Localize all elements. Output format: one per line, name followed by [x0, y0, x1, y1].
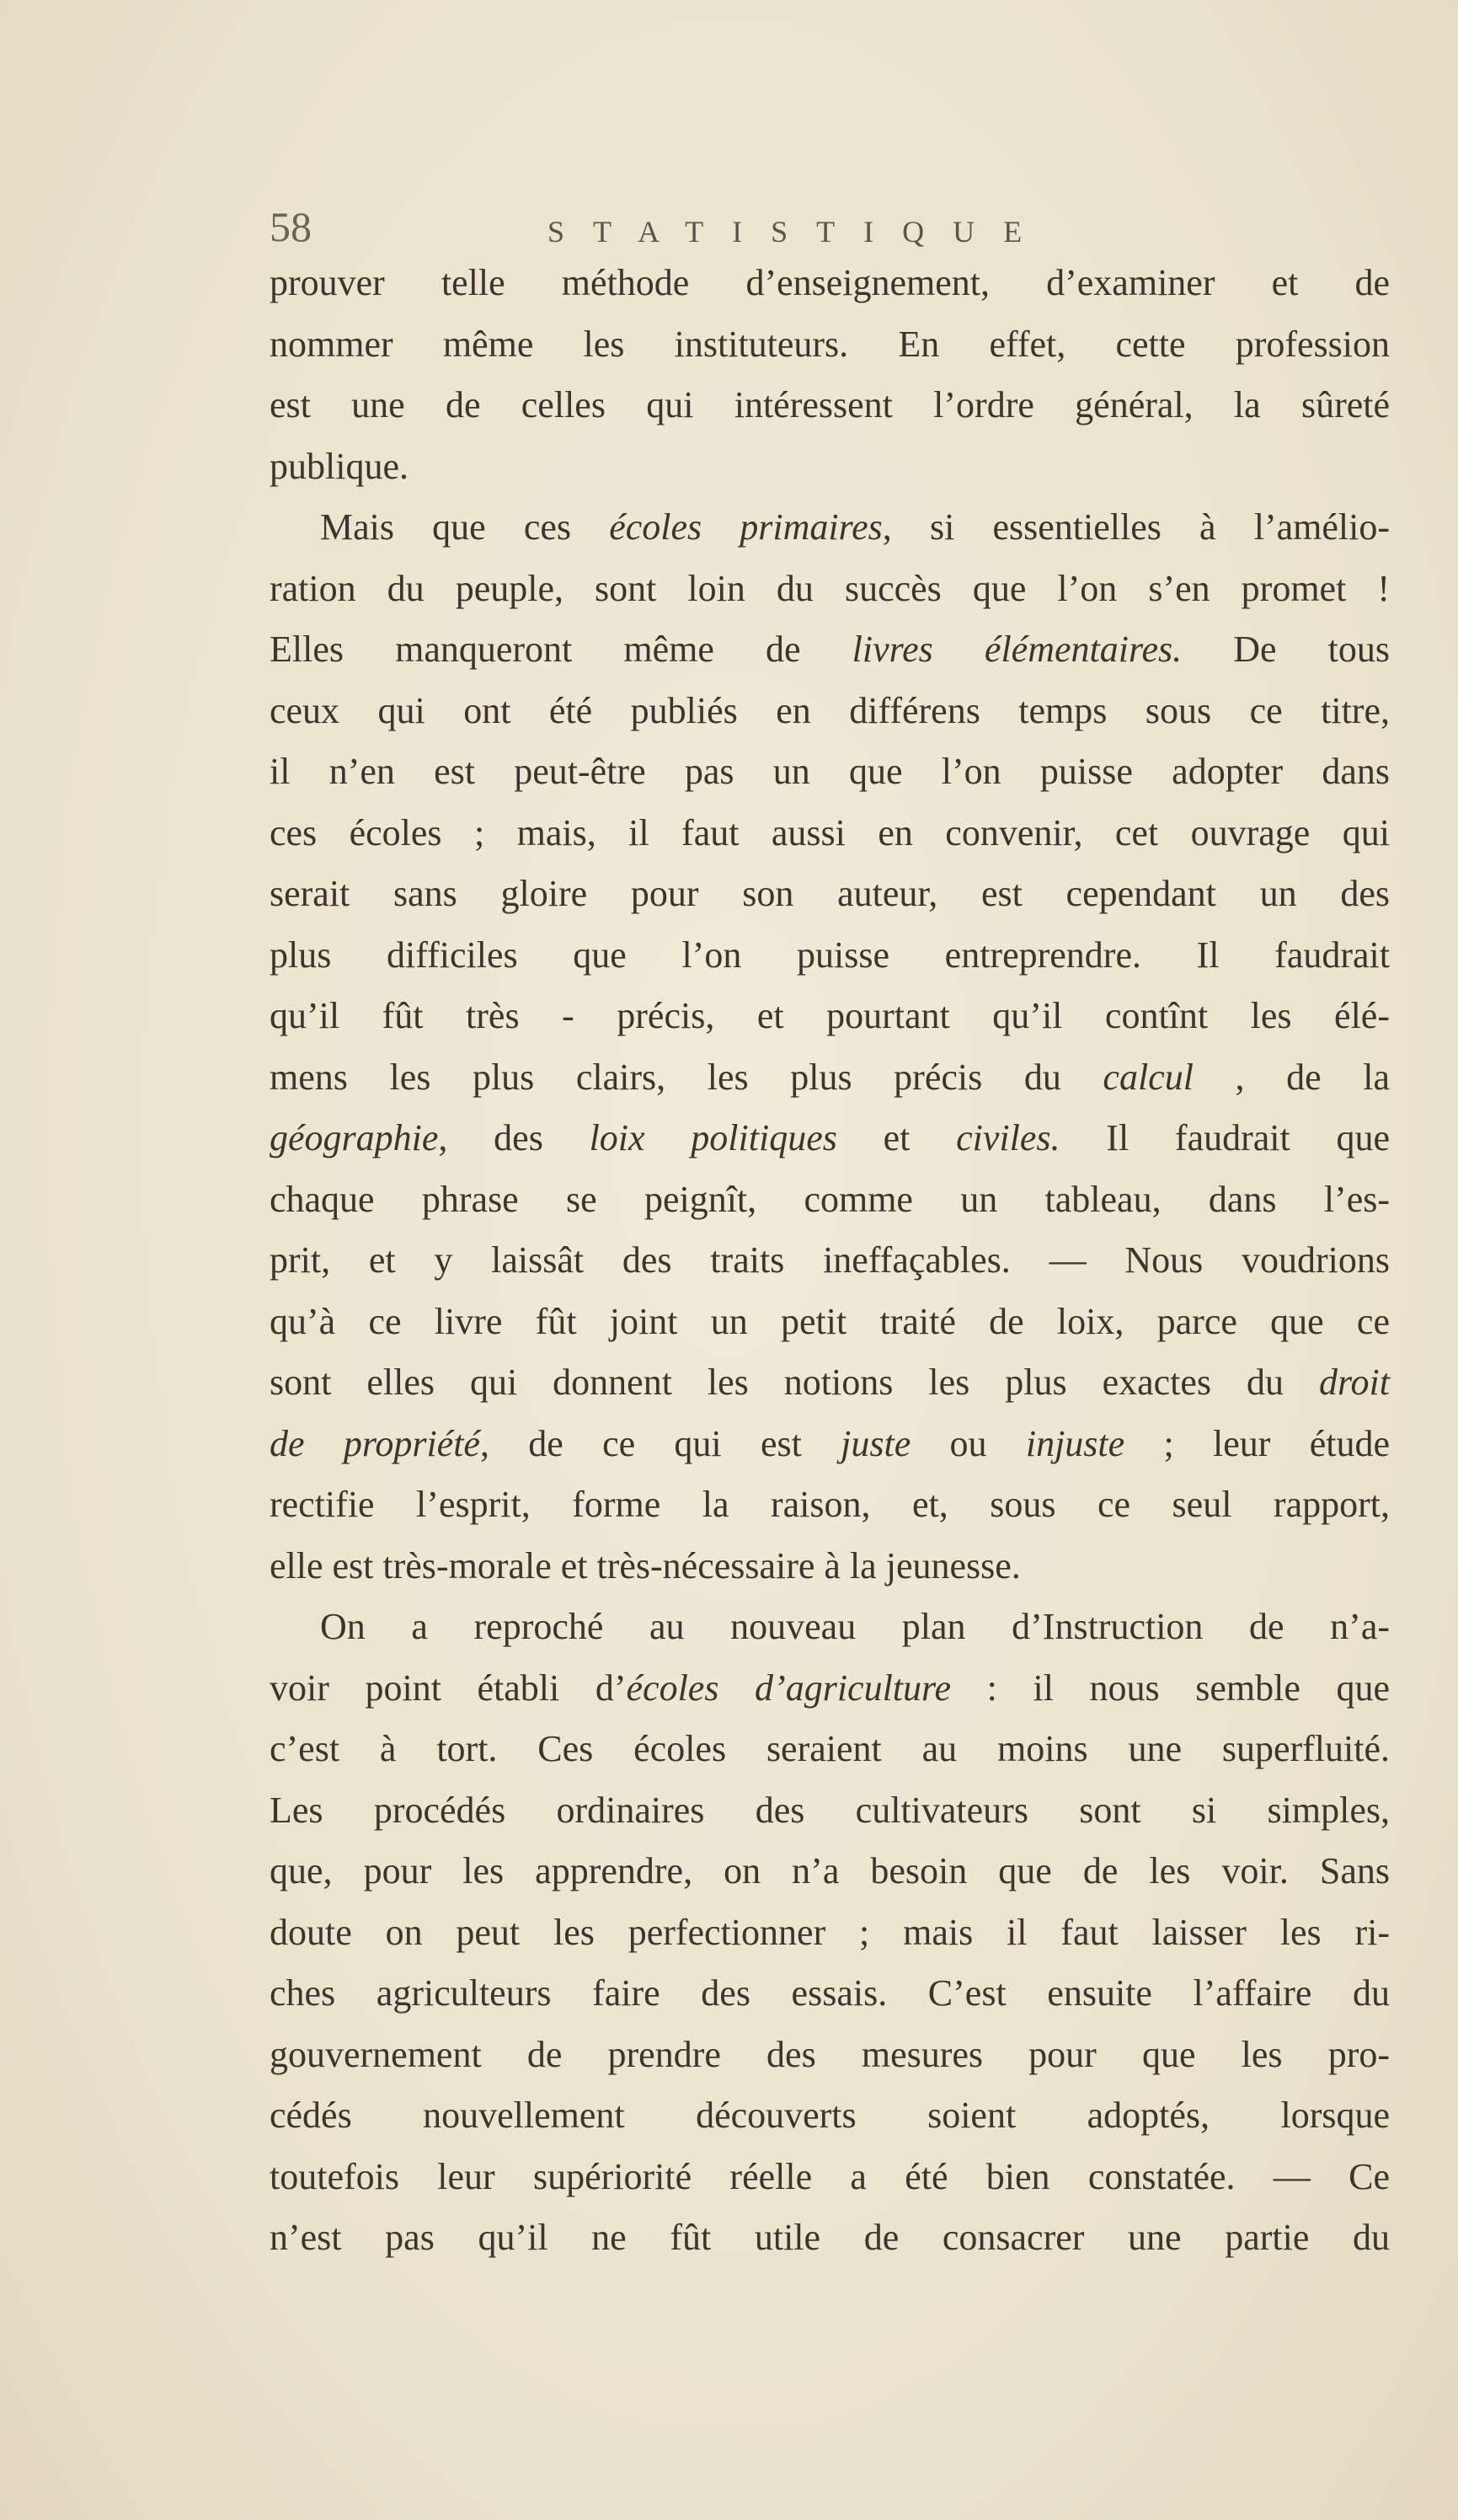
- text-segment: c’est à tort. Ces écoles seraient au moins une superfluité.: [270, 1728, 1390, 1769]
- text-segment: et: [836, 1117, 957, 1158]
- text-segment: gouvernement de prendre des mesures pour que les pro-: [270, 2033, 1390, 2075]
- text-line: [270, 741, 1390, 803]
- text-segment: Mais que ces: [320, 506, 610, 548]
- text-segment: que, pour les apprendre, on n’a besoin que de les voir. Sans: [270, 1850, 1390, 1891]
- text-line: [270, 314, 1390, 376]
- text-segment: n’est pas qu’il ne fût utile de consacrer une partie du: [270, 2217, 1390, 2258]
- text-segment: publique.: [270, 445, 409, 487]
- running-head: STATISTIQUE: [547, 215, 1051, 249]
- text-segment: doute on peut les perfectionner ; mais il faut laisser les ri-: [270, 1911, 1390, 1953]
- text-line: [270, 1292, 1390, 1353]
- text-line: [270, 1963, 1390, 2025]
- text-line: [270, 803, 1390, 864]
- text-line: [270, 2147, 1390, 2208]
- italic-text: loix politiques: [589, 1117, 837, 1158]
- text-segment: ches agriculteurs faire des essais. C’est ensuite l’affaire du: [270, 1972, 1390, 2014]
- text-segment: serait sans gloire pour son auteur, est cependant un des: [270, 873, 1390, 914]
- text-line: [270, 1841, 1390, 1902]
- text-line: [270, 436, 1390, 498]
- text-segment: : il nous semble que: [951, 1667, 1390, 1709]
- text-segment: nommer même les instituteurs. En effet, cette profession: [270, 323, 1390, 365]
- text-line: [270, 986, 1390, 1047]
- text-line: [270, 1047, 1390, 1109]
- text-segment: cédés nouvellement découverts soient adoptés, lorsque: [270, 2095, 1390, 2136]
- text-line: [270, 1658, 1390, 1720]
- body-text: [270, 253, 1390, 2269]
- text-segment: est une de celles qui intéressent l’ordre général, la sûreté: [270, 384, 1390, 425]
- text-line: [270, 1780, 1390, 1842]
- text-line: [270, 1902, 1390, 1964]
- text-segment: , si essentielles à l’amélio-: [882, 506, 1390, 548]
- italic-text: injuste: [1025, 1422, 1125, 1464]
- text-segment: , de la: [1193, 1056, 1390, 1098]
- text-line: [270, 2025, 1390, 2086]
- text-line: [270, 864, 1390, 925]
- italic-text: écoles d’agriculture: [626, 1667, 952, 1709]
- text-segment: mens les plus clairs, les plus précis du: [270, 1056, 1103, 1098]
- italic-text: juste: [841, 1422, 911, 1464]
- text-line: [270, 559, 1390, 620]
- text-segment: ou: [911, 1422, 1026, 1464]
- text-line: [270, 375, 1390, 436]
- text-segment: il n’en est peut-être pas un que l’on puisse adopter dans: [270, 751, 1390, 792]
- text-segment: prouver telle méthode d’enseignement, d’examiner et de: [270, 262, 1390, 303]
- text-segment: ; leur étude: [1124, 1422, 1390, 1464]
- text-segment: Les procédés ordinaires des cultivateurs sont si simples,: [270, 1789, 1390, 1831]
- text-line: [270, 1414, 1390, 1475]
- italic-text: civiles.: [956, 1117, 1060, 1158]
- text-line: [270, 925, 1390, 987]
- text-line: [270, 1536, 1390, 1597]
- text-segment: , des: [438, 1117, 590, 1158]
- text-segment: sont elles qui donnent les notions les plus exactes du: [270, 1362, 1320, 1403]
- italic-text: droit: [1319, 1362, 1390, 1403]
- text-segment: prit, et y laissât des traits ineffaçables. — Nous voudrions: [270, 1239, 1390, 1281]
- italic-text: de propriété: [270, 1422, 480, 1464]
- text-line: [270, 497, 1390, 559]
- text-segment: chaque phrase se peignît, comme un tableau, dans l’es-: [270, 1178, 1390, 1220]
- text-segment: qu’il fût très - précis, et pourtant qu’il contînt les élé-: [270, 995, 1390, 1036]
- text-line: [270, 1597, 1390, 1658]
- text-segment: ration du peuple, sont loin du succès que l’on s’en promet !: [270, 567, 1390, 609]
- text-segment: voir point établi d’: [270, 1667, 627, 1709]
- text-line: [270, 681, 1390, 742]
- text-line: [270, 253, 1390, 314]
- text-segment: ces écoles ; mais, il faut aussi en convenir, cet ouvrage qui: [270, 811, 1390, 853]
- text-line: [270, 1719, 1390, 1780]
- italic-text: écoles primaires: [609, 506, 883, 548]
- text-segment: Il faudrait que: [1060, 1117, 1391, 1158]
- text-segment: , de ce qui est: [479, 1422, 841, 1464]
- page-number: 58: [270, 203, 312, 250]
- text-segment: elle est très-morale et très-nécessaire à la jeunesse.: [270, 1544, 1021, 1586]
- text-line: [270, 1352, 1390, 1414]
- text-segment: rectifie l’esprit, forme la raison, et, sous ce seul rapport,: [270, 1484, 1390, 1525]
- text-segment: De tous: [1182, 629, 1390, 670]
- text-segment: On a reproché au nouveau plan d’Instruction de n’a-: [320, 1606, 1390, 1647]
- text-segment: Elles manqueront même de: [270, 629, 852, 670]
- italic-text: géographie: [270, 1117, 439, 1158]
- text-line: [270, 2085, 1390, 2147]
- text-segment: toutefois leur supériorité réelle a été bien constatée. — Ce: [270, 2155, 1390, 2197]
- text-segment: plus difficiles que l’on puisse entreprendre. Il faudrait: [270, 934, 1390, 976]
- text-line: [270, 619, 1390, 681]
- text-segment: ceux qui ont été publiés en différens temps sous ce titre,: [270, 689, 1390, 731]
- italic-text: livres élémentaires.: [852, 629, 1183, 670]
- italic-text: calcul: [1103, 1056, 1194, 1098]
- text-line: [270, 2207, 1390, 2269]
- text-line: [270, 1474, 1390, 1536]
- text-line: [270, 1230, 1390, 1292]
- text-line: [270, 1108, 1390, 1169]
- text-segment: qu’à ce livre fût joint un petit traité de loix, parce que ce: [270, 1300, 1390, 1342]
- text-line: [270, 1169, 1390, 1231]
